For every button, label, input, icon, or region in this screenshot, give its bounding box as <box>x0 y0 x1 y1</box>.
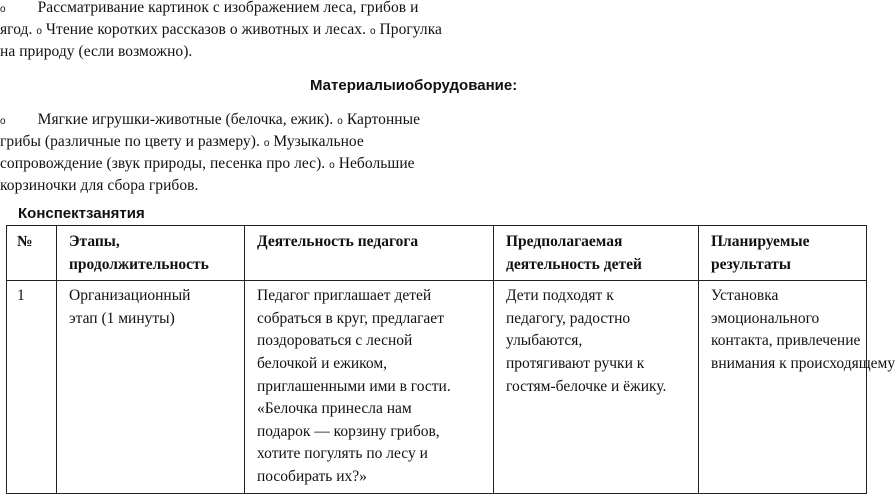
children-line: Дети подходят к <box>506 287 614 305</box>
row-stage-line-1: Организационный <box>69 287 191 305</box>
materials-line-4 <box>0 175 198 197</box>
header-num <box>7 226 57 281</box>
materials-line-1 <box>0 109 420 133</box>
materials-text-1a: Мягкие игрушки-животные (белочка, ежик). <box>37 111 334 128</box>
bullet-icon: o <box>337 116 343 127</box>
row-results <box>699 281 895 493</box>
header-results <box>699 226 867 281</box>
teacher-line: поздороваться с лесной <box>257 332 413 350</box>
table-header-row <box>7 226 867 281</box>
bullet-icon: o <box>0 4 6 15</box>
children-line: педагогу, радостно <box>506 309 631 327</box>
header-results-line-2: результаты <box>711 255 791 273</box>
teacher-line: подарок — корзину грибов, <box>257 422 440 440</box>
materials-text-3a: сопровождение (звук природы, песенка про лес). <box>0 155 326 172</box>
header-stage <box>57 226 245 281</box>
table-row <box>7 281 867 493</box>
intro-text-2c: Прогулка <box>379 21 442 38</box>
materials-line-3 <box>0 153 415 177</box>
row-stage <box>57 281 245 493</box>
header-results-line-1: Планируемые <box>711 233 810 250</box>
materials-text-3b: Небольшие <box>338 155 415 172</box>
teacher-line: приглашенными ими в гости. <box>257 377 451 395</box>
results-line: контакта, привлечение <box>711 332 861 350</box>
bullet-icon: o <box>329 160 335 171</box>
intro-text-2a: ягод. <box>0 21 33 38</box>
bullet-icon: o <box>36 26 42 37</box>
teacher-line: «Белочка принесла нам <box>257 400 412 418</box>
results-line: Установка <box>711 287 779 305</box>
intro-line-3 <box>0 41 192 63</box>
children-line: гостям-белочке и ёжику. <box>506 377 667 395</box>
header-num-text: № <box>17 233 33 250</box>
results-line: внимания к происходящему <box>711 354 895 372</box>
row-num <box>7 281 57 493</box>
row-num-text: 1 <box>17 287 25 305</box>
lesson-table <box>6 225 895 494</box>
materials-text-2a: грибы (различные по цвету и размеру). <box>0 133 260 150</box>
materials-heading: Материалыиоборудование: <box>310 77 518 94</box>
row-teacher <box>245 281 494 493</box>
intro-text-2b: Чтение коротких рассказов о животных и лесах. <box>45 21 367 38</box>
results-line: эмоционального <box>711 309 820 327</box>
header-children-line-1: Предполагаемая <box>506 233 623 250</box>
bullet-icon: o <box>369 26 376 37</box>
intro-text-3: на природу (если возможно). <box>0 43 193 60</box>
teacher-line: собраться в круг, предлагает <box>257 309 444 327</box>
materials-text-2b: Музыкальное <box>273 133 364 150</box>
bullet-icon: o <box>0 116 6 127</box>
header-stage-line-2: продолжительность <box>69 255 209 273</box>
header-stage-line-1: Этапы, <box>69 233 120 250</box>
bullet-icon: o <box>263 138 270 149</box>
header-children-line-2: деятельность детей <box>506 255 642 273</box>
header-teacher <box>245 226 494 281</box>
teacher-line: Педагог приглашает детей <box>257 287 432 305</box>
teacher-line: хотите погулять по лесу и <box>257 445 428 463</box>
table-heading: Конспектзанятия <box>18 205 145 222</box>
intro-line-1 <box>0 0 418 21</box>
teacher-line: пособирать их?» <box>257 467 367 485</box>
intro-text-1: Рассматривание картинок с изображением леса, грибов и <box>37 0 419 16</box>
header-teacher-text: Деятельность педагога <box>257 233 419 250</box>
materials-text-1b: Картонные <box>346 111 421 128</box>
materials-text-4: корзиночки для сбора грибов. <box>0 177 199 194</box>
teacher-line: белочкой и ежиком, <box>257 354 388 372</box>
children-line: протягивают ручки к <box>506 354 645 372</box>
children-line: улыбаются, <box>506 332 583 350</box>
materials-line-2 <box>0 131 364 155</box>
row-children <box>494 281 699 493</box>
header-children <box>494 226 699 281</box>
row-stage-line-2: этап (1 минуты) <box>69 309 175 327</box>
intro-line-2 <box>0 19 442 43</box>
